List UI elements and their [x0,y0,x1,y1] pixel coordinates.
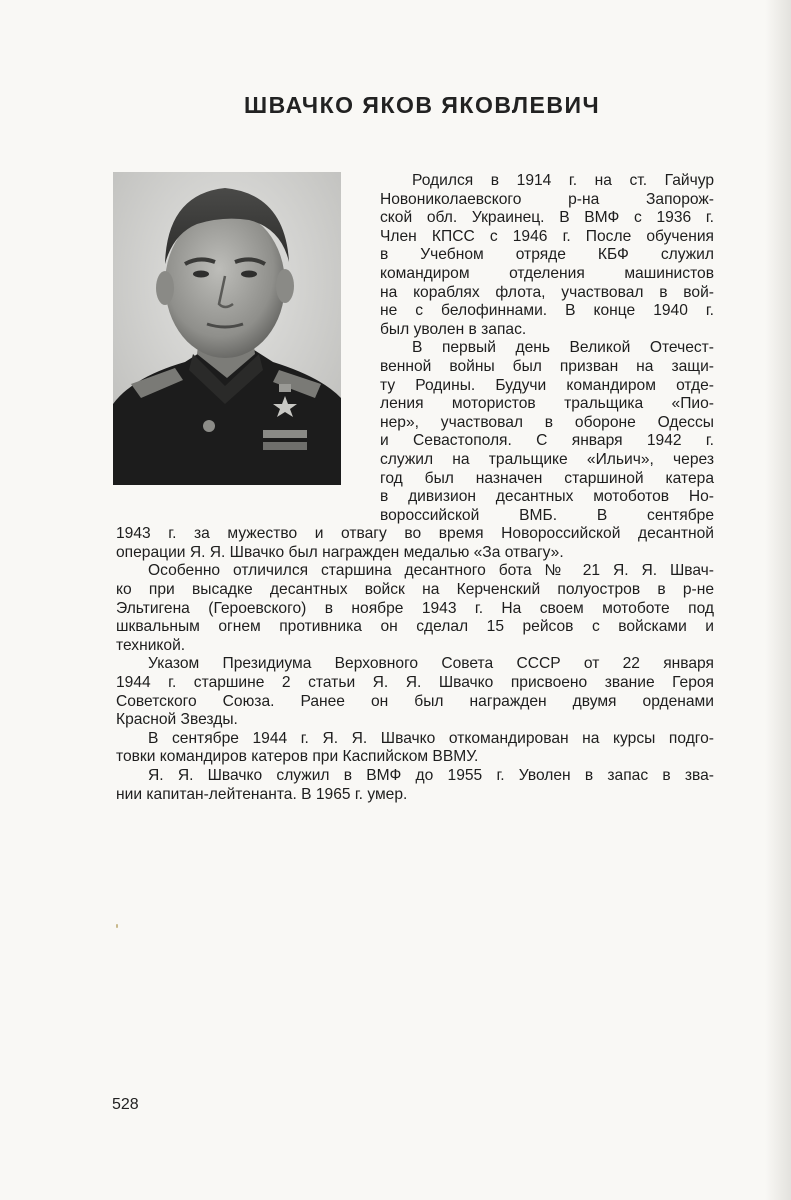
bio-line: год был назначен старшиной катера [380,469,714,487]
bio-line: операции Я. Я. Швачко был награжден медалью «За отвагу». [116,543,564,561]
bio-line: командиром отделения машинистов [380,264,714,282]
scan-edge-shadow [765,0,791,1200]
biography-text [116,172,714,804]
bio-line: был уволен в запас. [380,320,527,338]
bio-line: нер», участвовал в обороне Одессы [380,413,714,431]
bio-line: ления мотористов тральщика «Пио- [380,395,714,413]
bio-line: ко при высадке десантных войск на Керченский полуостров в р-не [116,581,714,599]
bio-line: Новониколаевского р-на Запорож- [380,190,714,208]
bio-line: не с белофиннами. В конце 1940 г. [380,302,714,320]
bio-line: Советского Союза. Ранее он был награжден двумя орденами [116,692,714,710]
bio-line: техникой. [116,636,186,654]
bio-line: 1944 г. старшине 2 статьи Я. Я. Швачко присвоено звание Героя [116,674,714,692]
bio-line: на кораблях флота, участвовал в вой- [380,283,714,301]
bio-line: и Севастополя. С января 1942 г. [380,432,714,450]
bio-line: ской обл. Украинец. В ВМФ с 1936 г. [380,209,714,227]
bio-line: шквальным огнем противника он сделал 15 рейсов с войсками и [116,618,714,636]
bio-line: ту Родины. Будучи командиром отде- [380,376,714,394]
bio-line: В сентябре 1944 г. Я. Я. Швачко откомандирован на курсы подго- [148,729,714,747]
bio-line: нии капитан-лейтенанта. В 1965 г. умер. [116,785,408,803]
bio-line: Член КПСС с 1946 г. После обучения [380,227,714,245]
bio-line: Родился в 1914 г. на ст. Гайчур [412,172,714,189]
bio-line: Особенно отличился старшина десантного бота № 21 Я. Я. Швач- [148,562,714,580]
bio-line: товки командиров катеров при Каспийском ВВМУ. [116,748,479,766]
bio-line: Эльтигена (Героевского) в ноябре 1943 г. На своем мотоботе под [116,599,714,617]
bio-line: в Учебном отряде КБФ служил [380,246,714,264]
bio-line: В первый день Великой Отечест- [412,339,714,357]
bio-line: Указом Президиума Верховного Совета СССР от 22 января [148,655,714,673]
page-title: ШВАЧКО ЯКОВ ЯКОВЛЕВИЧ [244,92,601,118]
bio-line: Красной Звезды. [116,711,238,729]
bio-line: в дивизион десантных мотоботов Но- [380,488,714,506]
bio-line: служил на тральщике «Ильич», через [380,450,714,468]
bio-line: вороссийской ВМБ. В сентябре [380,506,714,524]
paper-speck [116,924,118,928]
bio-line: Я. Я. Швачко служил в ВМФ до 1955 г. Уволен в запас в зва- [148,767,714,784]
page-number: 528 [112,1096,139,1113]
bio-line: 1943 г. за мужество и отвагу во время Новороссийской десантной [116,525,714,543]
bio-line: венной войны был призван на защи- [380,357,714,375]
